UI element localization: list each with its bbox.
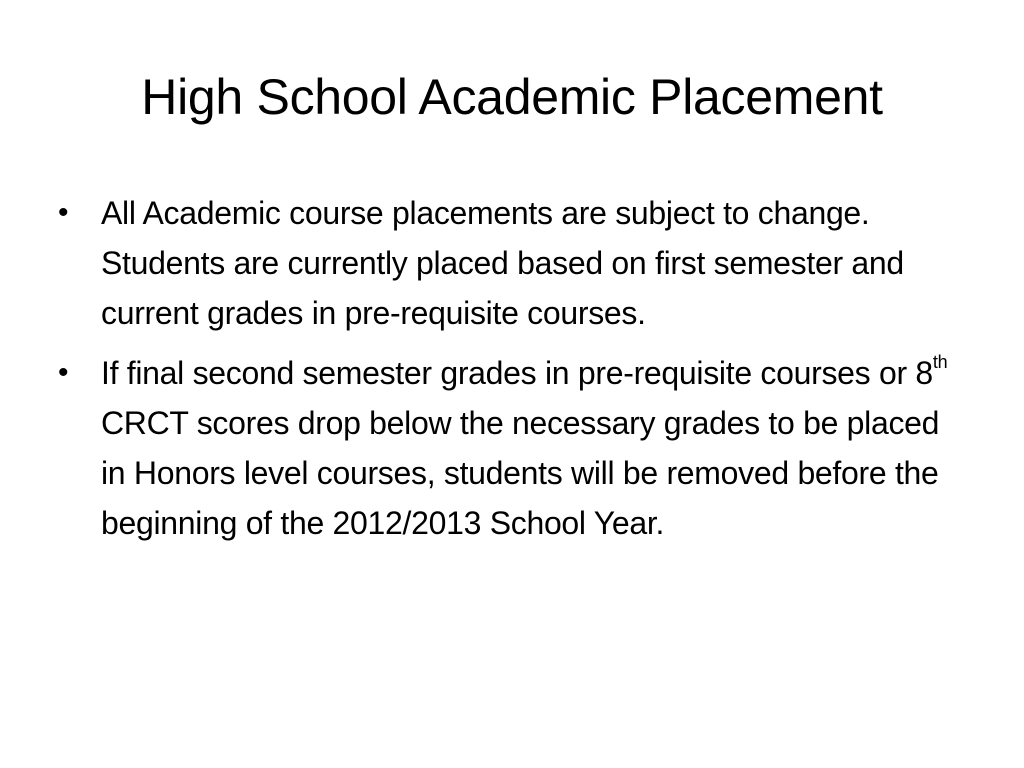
bullet-text: All Academic course placements are subject to change. Students are currently placed based on first semester and current grades in pre-requisite courses. <box>101 195 904 331</box>
bullet-icon: • <box>58 356 69 389</box>
bullet-item-placements-subject-to-change <box>58 188 958 338</box>
slide-title: High School Academic Placement <box>141 69 883 125</box>
ordinal-superscript: th <box>932 352 948 373</box>
bullet-icon: • <box>58 196 69 229</box>
bullet-text-start: If final second semester grades in pre-requisite courses or 8 <box>101 355 933 391</box>
bullet-list <box>58 188 958 558</box>
bullet-text-end: CRCT scores drop below the necessary grades to be placed in Honors level courses, students will be removed before the beginning of the 2012/2013 School Year. <box>101 405 940 541</box>
bullet-item-removal-from-honors <box>58 348 958 548</box>
